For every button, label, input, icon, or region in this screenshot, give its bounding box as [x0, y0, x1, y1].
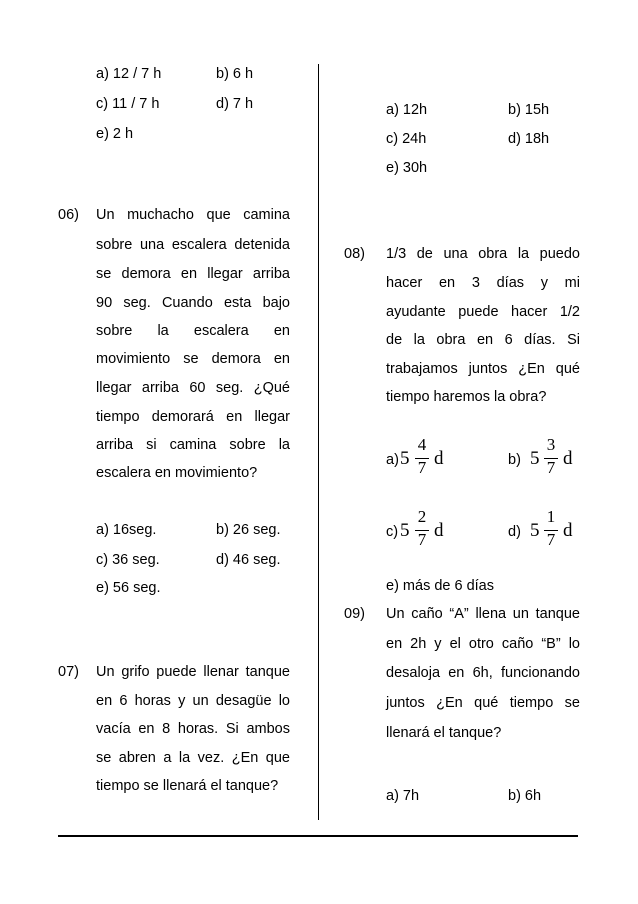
mixed-whole: 5 — [400, 520, 410, 541]
fraction-numerator: 2 — [417, 507, 427, 526]
q06-line: tiempo demorará en llegar — [96, 409, 290, 425]
q08-line: ayudante puede hacer 1/2 — [386, 304, 580, 320]
q05-option-d: d) 7 h — [216, 96, 254, 112]
column-divider — [318, 64, 319, 820]
q06-line: llegar arriba 60 seg. ¿Qué — [96, 380, 290, 396]
q05-option-a: a) 12 / 7 h — [96, 66, 162, 82]
q07-option-b: b) 15h — [508, 102, 550, 118]
q07-line: se abren a la vez. ¿En que — [96, 750, 290, 766]
q09-option-a: a) 7h — [386, 788, 420, 804]
q07-line: en 6 horas y un desagüe lo — [96, 693, 290, 709]
q09-line: en 2h y el otro caño “B” lo — [386, 636, 580, 652]
unit-label: d — [563, 520, 573, 541]
q07-option-d: d) 18h — [508, 131, 550, 147]
q07-number: 07) — [58, 664, 79, 680]
q06-option-d: d) 46 seg. — [216, 552, 281, 568]
q06-line: 90 seg. Cuando esta bajo — [96, 295, 290, 311]
option-label: a) — [386, 452, 399, 468]
fraction-numerator: 1 — [546, 507, 556, 526]
q06-line: sobre la escalera en — [96, 323, 290, 339]
q06-line: arriba si camina sobre la — [96, 437, 290, 453]
q06-option-e: e) 56 seg. — [96, 580, 161, 596]
q05-option-b: b) 6 h — [216, 66, 254, 82]
q06-line: movimiento se demora en — [96, 351, 290, 367]
q08-line: hacer en 3 días y mi — [386, 275, 580, 291]
q07-line: vacía en 8 horas. Si ambos — [96, 721, 290, 737]
footer-rule — [58, 835, 578, 837]
q07-line: tiempo se llenará el tanque? — [96, 778, 279, 794]
fraction-denominator: 7 — [417, 458, 427, 477]
q06-number: 06) — [58, 207, 79, 223]
q05-option-e: e) 2 h — [96, 126, 134, 142]
q07-line: Un grifo puede llenar tanque — [96, 664, 290, 680]
q08-line: trabajamos juntos ¿En qué — [386, 361, 580, 377]
mixed-whole: 5 — [530, 448, 540, 469]
q07-option-e: e) 30h — [386, 160, 428, 176]
option-label: d) — [508, 524, 521, 540]
q06-line: Un muchacho que camina — [96, 207, 290, 223]
fraction-denominator: 7 — [417, 530, 427, 549]
q09-number: 09) — [344, 606, 365, 622]
q08-option-e: e) más de 6 días — [386, 578, 494, 594]
fraction-denominator: 7 — [546, 530, 556, 549]
q09-line: desaloja en 6h, funcionando — [386, 665, 580, 681]
mixed-whole: 5 — [400, 448, 410, 469]
q07-option-c: c) 24h — [386, 131, 427, 147]
unit-label: d — [434, 448, 444, 469]
q09-line: llenará el tanque? — [386, 725, 502, 741]
unit-label: d — [434, 520, 444, 541]
option-label: b) — [508, 452, 521, 468]
mixed-whole: 5 — [530, 520, 540, 541]
fraction-numerator: 4 — [417, 435, 427, 454]
q06-option-a: a) 16seg. — [96, 522, 157, 538]
q09-line: juntos ¿En qué tiempo se — [386, 695, 580, 711]
fraction-numerator: 3 — [546, 435, 556, 454]
q08-line: de la obra en 6 días. Si — [386, 332, 580, 348]
q06-option-c: c) 36 seg. — [96, 552, 160, 568]
fraction-denominator: 7 — [546, 458, 556, 477]
q05-option-c: c) 11 / 7 h — [96, 96, 160, 112]
option-label: c) — [386, 524, 399, 540]
q08-number: 08) — [344, 246, 365, 262]
q06-line: escalera en movimiento? — [96, 465, 258, 481]
q06-line: sobre una escalera detenida — [96, 237, 290, 253]
q08-line: tiempo haremos la obra? — [386, 389, 547, 405]
q07-option-a: a) 12h — [386, 102, 428, 118]
q06-line: se demora en llegar arriba — [96, 266, 290, 282]
unit-label: d — [563, 448, 573, 469]
q06-option-b: b) 26 seg. — [216, 522, 281, 538]
q09-line: Un caño “A” llena un tanque — [386, 606, 580, 622]
q09-option-b: b) 6h — [508, 788, 542, 804]
q08-line: 1/3 de una obra la puedo — [386, 246, 580, 262]
